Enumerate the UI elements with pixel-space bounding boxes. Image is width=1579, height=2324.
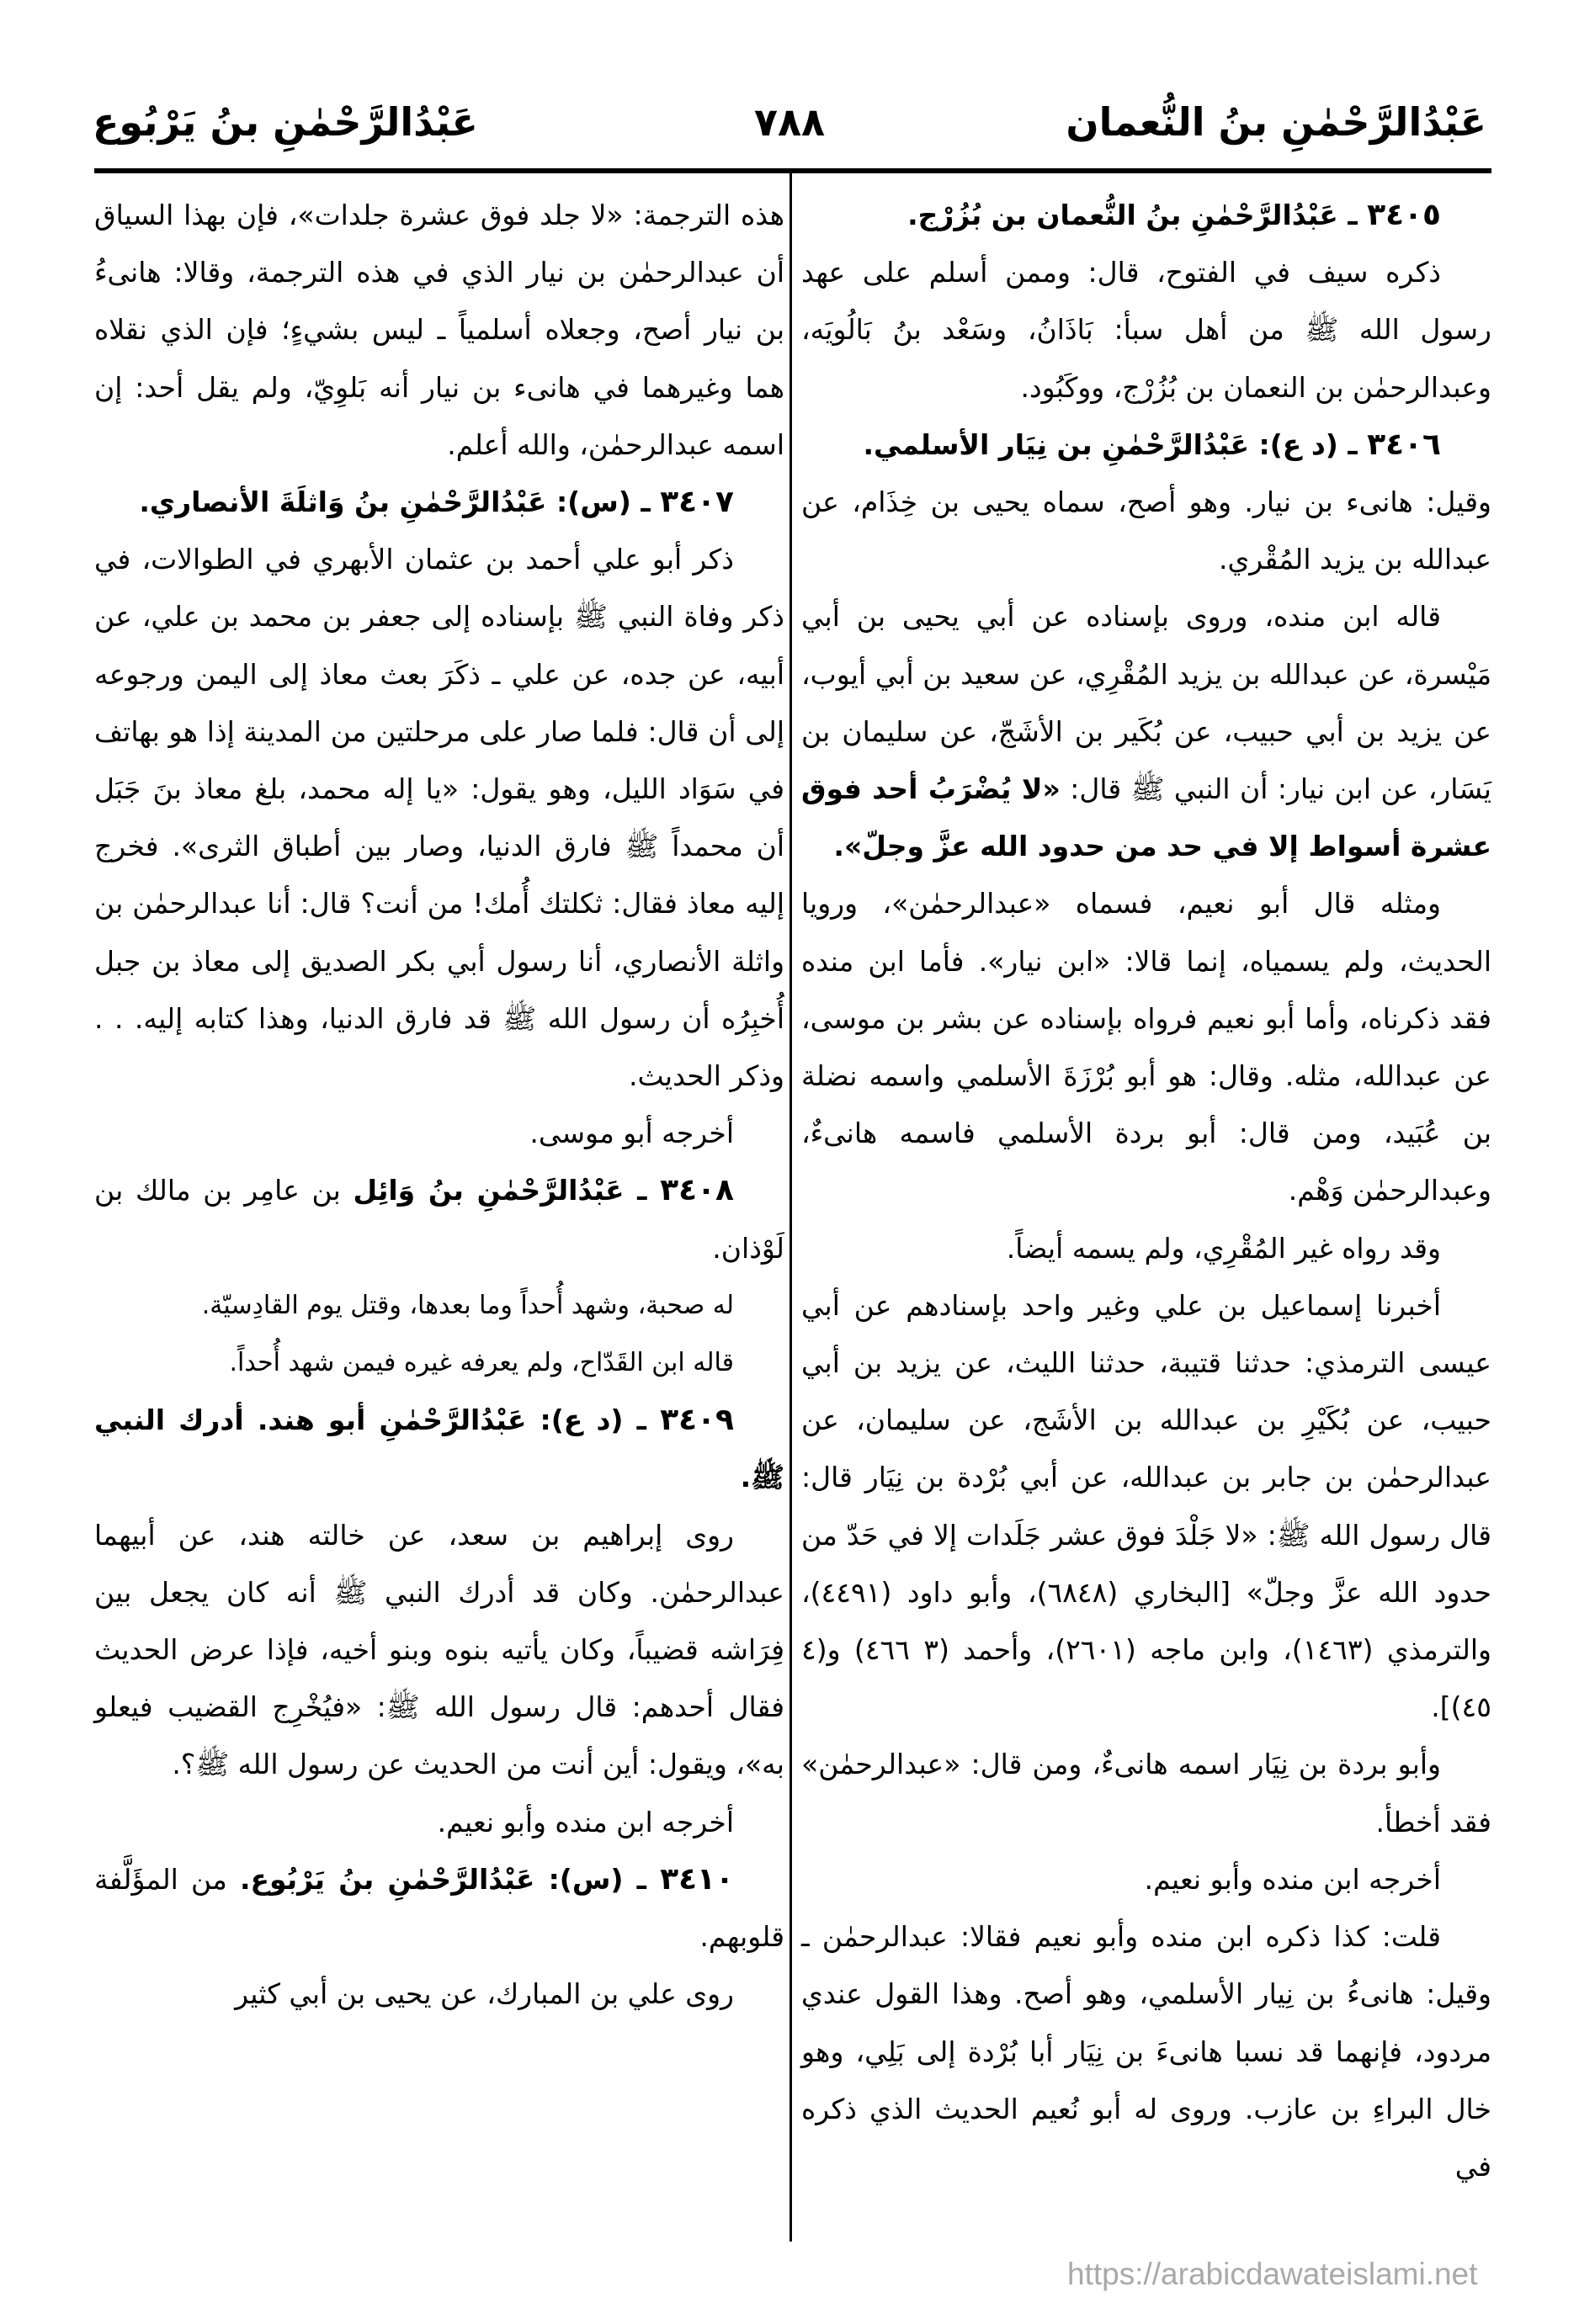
body-paragraph [801,1851,1491,1908]
body-paragraph [94,531,784,1105]
entry-number: ٣٤٠٦ [1367,427,1441,462]
entry-heading [94,1851,784,1966]
body-paragraph [94,1105,784,1162]
body-paragraph [801,588,1491,875]
body-paragraph [94,187,784,474]
paragraph-text: قلت: كذا ذكره ابن منده وأبو نعيم فقالا: عبدالرحمٰن ـ وقيل: هانىءُ بن نِيار الأسلمي، وهو أصح. وهذا القول عندي مردود، فإنهما قد نسبا هانىءَ بن نِيَار أبا بُرْدة إلى بَلِي، وهو خال البراءِ بن عازب. وروى له أبو نُعيم الحديث الذي ذكره في [801,1920,1491,2183]
paragraph-text: قاله ابن منده، وروى بإسناده عن أبي يحيى بن أبي مَيْسرة، عن عبدالله بن يزيد المُقْرِي، عن سعيد بن أبي أيوب، عن يزيد بن أبي حبيب، عن بُكَير بن الأشَجّ، عن سليمان بن يَسَار، عن ابن نيار: أن النبي ﷺ قال: [801,600,1491,806]
entry-source-code: ـ (د ع): [526,1403,661,1437]
paragraph-text: هذه الترجمة: «لا جلد فوق عشرة جلدات»، فإن بهذا السياق أن عبدالرحمٰن بن نيار الذي في هذه الترجمة، وقالا: هانىءُ بن نيار أصح، وجعلاه أسلمياً ـ ليس بشيءٍ؛ فإن الذي نقلاه هما وغيرهما في هانىء بن نيار أنه بَلوِيّ، ولم يقل أحد: إن اسمه عبدالرحمٰن، والله أعلم. [94,199,784,461]
body-paragraph [801,474,1491,588]
paragraph-text: وقيل: هانىء بن نيار. وهو أصح، سماه يحيى بن خِذَام، عن عبدالله بن يزيد المُقْري. [801,485,1491,576]
entry-title: عَبْدُالرَّحْمٰنِ بنُ يَرْبُوع. [239,1862,535,1896]
entry-title: عَبْدُالرَّحْمٰنِ بنُ النُّعمان بن بُزُرْج. [907,199,1338,231]
entry-heading [94,474,784,531]
body-paragraph [801,1277,1491,1737]
body-paragraph [94,1277,784,1334]
paragraph-text: وأبو بردة بن نِيَار اسمه هانىءٌ، ومن قال: «عبدالرحمٰن» فقد أخطأ. [801,1748,1491,1839]
paragraph-text: ومثله قال أبو نعيم، فسماه «عبدالرحمٰن»، ورويا الحديث، ولم يسمياه، إنما قالا: «ابن نيار». فأما ابن منده فقد ذكرناه، وأما أبو نعيم فرواه بإسناده عن بشر بن موسى، عن عبدالله، مثله. وقال: هو أبو بُرْزَةَ الأسلمي واسمه نضلة بن عُبَيد، ومن قال: أبو بردة الأسلمي فاسمه هانىءٌ، وعبدالرحمٰن وَهْم. [801,887,1491,1207]
entry-number: ٣٤٠٥ [1367,198,1441,232]
body-paragraph [801,244,1491,417]
paragraph-text: قاله ابن القَدّاح، ولم يعرفه غيره فيمن شهد أُحداً. [229,1348,734,1378]
entry-heading [801,187,1491,244]
paragraph-text: أخرجه ابن منده وأبو نعيم. [437,1805,734,1839]
paragraph-text: له صحبة، وشهد أُحداً وما بعدها، وقتل يوم القادِسيّة. [201,1290,734,1320]
paragraph-text: أخرجه أبو موسى. [529,1117,734,1150]
body-paragraph [801,1220,1491,1277]
paragraph-text: وقد رواه غير المُقْرِي، ولم يسمه أيضاً. [1006,1231,1441,1265]
right-column [801,187,1491,2195]
entry-source-code: ـ [624,1174,661,1207]
entry-number: ٣٤٠٩ [660,1403,734,1438]
entry-source-code: ـ [1337,199,1368,231]
page-number: ٧٨٨ [753,99,826,145]
hadith-quote: «لا يُضْرَبُ أحد فوق عشرة أسواط إلا في حد من حدود الله عزَّ وجلّ». [801,772,1491,863]
left-column [94,187,784,2024]
entry-title-rest: بن عامِر بن مالك بن لَوْذان. [94,1174,784,1265]
entry-heading [94,1162,784,1276]
entry-heading [94,1392,784,1506]
paragraph-text: روى علي بن المبارك، عن يحيى بن أبي كثير [235,1977,734,2011]
body-paragraph [801,1908,1491,2195]
body-paragraph [94,1507,784,1794]
entry-source-code: ـ (س): [546,485,661,519]
entry-title: عَبْدُالرَّحْمٰنِ أبو هند. أدرك النبي ﷺ. [94,1403,784,1494]
entry-title: عَبْدُالرَّحْمٰنِ بن نِيَار الأسلمي. [863,427,1250,461]
body-paragraph [94,1966,784,2023]
entry-source-code: ـ (س): [534,1862,661,1896]
running-header [93,99,1486,167]
entry-title-rest: من المؤَلَّفة قلوبهم. [94,1862,784,1954]
watermark-url: https://arabicdawateislami.net [1067,2257,1478,2291]
paragraph-text: ذكر أبو علي أحمد بن عثمان الأبهري في الطوالات، في ذكر وفاة النبي ﷺ بإسناده إلى جعفر بن محمد بن علي، عن أبيه، عن جده، عن علي ـ ذكَرَ بعث معاذ إلى اليمن ورجوعه إلى أن قال: فلما صار على مرحلتين من المدينة إذا هو بهاتف في سَوَاد الليل، وهو يقول: «يا إله محمد، بلغ معاذ بنَ جَبَل أن محمداً ﷺ فارق الدنيا، وصار بين أطباق الثرى». فخرج إليه معاذ فقال: ثكلتك أُمك! من أنت؟ قال: أنا عبدالرحمٰن بن واثلة الأنصاري، أنا رسول أبي بكر الصديق إلى معاذ بن جبل أُخبِرُه أن رسول الله ﷺ قد فارق الدنيا، وهذا كتابه إليه. . . وذكر الحديث. [94,543,784,1093]
entry-number: ٣٤٠٨ [660,1173,734,1208]
paragraph-text: أخبرنا إسماعيل بن علي وغير واحد بإسنادهم عن أبي عيسى الترمذي: حدثنا قتيبة، حدثنا الليث، عن يزيد بن أبي حبيب، عن بُكَيْرِ بن عبدالله بن الأشَج، عن سليمان، عن عبدالرحمٰن بن جابر بن عبدالله، عن أبي بُرْدة بن نِيَار قال: قال رسول الله ﷺ: «لا جَلْدَ فوق عشر جَلَدات إلا في حَدّ من حدود الله عزَّ وجلّ» [البخاري (٦٨٤٨)، وأبو داود (٤٤٩١)، والترمذي (١٤٦٣)، وابن ماجه (٢٦٠١)، وأحمد (٣ ٤٦٦) و(٤ ٤٥)]. [801,1288,1492,1724]
header-right-title: عَبْدُالرَّحْمٰنِ بنُ النُّعمان [1066,99,1486,145]
entry-source-code: ـ (د ع): [1249,427,1368,461]
header-left-title: عَبْدُالرَّحْمٰنِ بنُ يَرْبُوع [93,99,478,145]
body-paragraph [801,1736,1491,1850]
paragraph-text: أخرجه ابن منده وأبو نعيم. [1144,1862,1441,1896]
body-paragraph [801,875,1491,1219]
paragraph-text: ذكره سيف في الفتوح، قال: وممن أسلم على عهد رسول الله ﷺ من أهل سبأ: بَاذَانُ، وسَعْد بنُ بَالُويَه، وعبدالرحمٰن بن النعمان بن بُزُرْج، ووكَبُود. [801,256,1491,404]
entry-number: ٣٤١٠ [660,1861,734,1897]
entry-title: عَبْدُالرَّحْمٰنِ بنُ وَائِل [353,1174,625,1207]
entry-heading [801,417,1491,474]
body-paragraph [94,1794,784,1851]
entry-title: عَبْدُالرَّحْمٰنِ بنُ وَاثلَةَ الأنصاري. [139,485,547,519]
column-divider [790,172,792,2242]
entry-number: ٣٤٠٧ [660,485,734,520]
body-paragraph [94,1334,784,1392]
paragraph-text: روى إبراهيم بن سعد، عن خالته هند، عن أبيهما عبدالرحمٰن. وكان قد أدرك النبي ﷺ أنه كان يجعل بين فِرَاشه قضيباً، وكان يأتيه بنوه وبنو أخيه، فإذا عرض الحديث فقال أحدهم: قال رسول الله ﷺ: «فيُخْرِج القضيب فيعلو به»، ويقول: أين أنت من الحديث عن رسول الله ﷺ؟. [94,1518,784,1781]
header-rule [94,168,1491,173]
